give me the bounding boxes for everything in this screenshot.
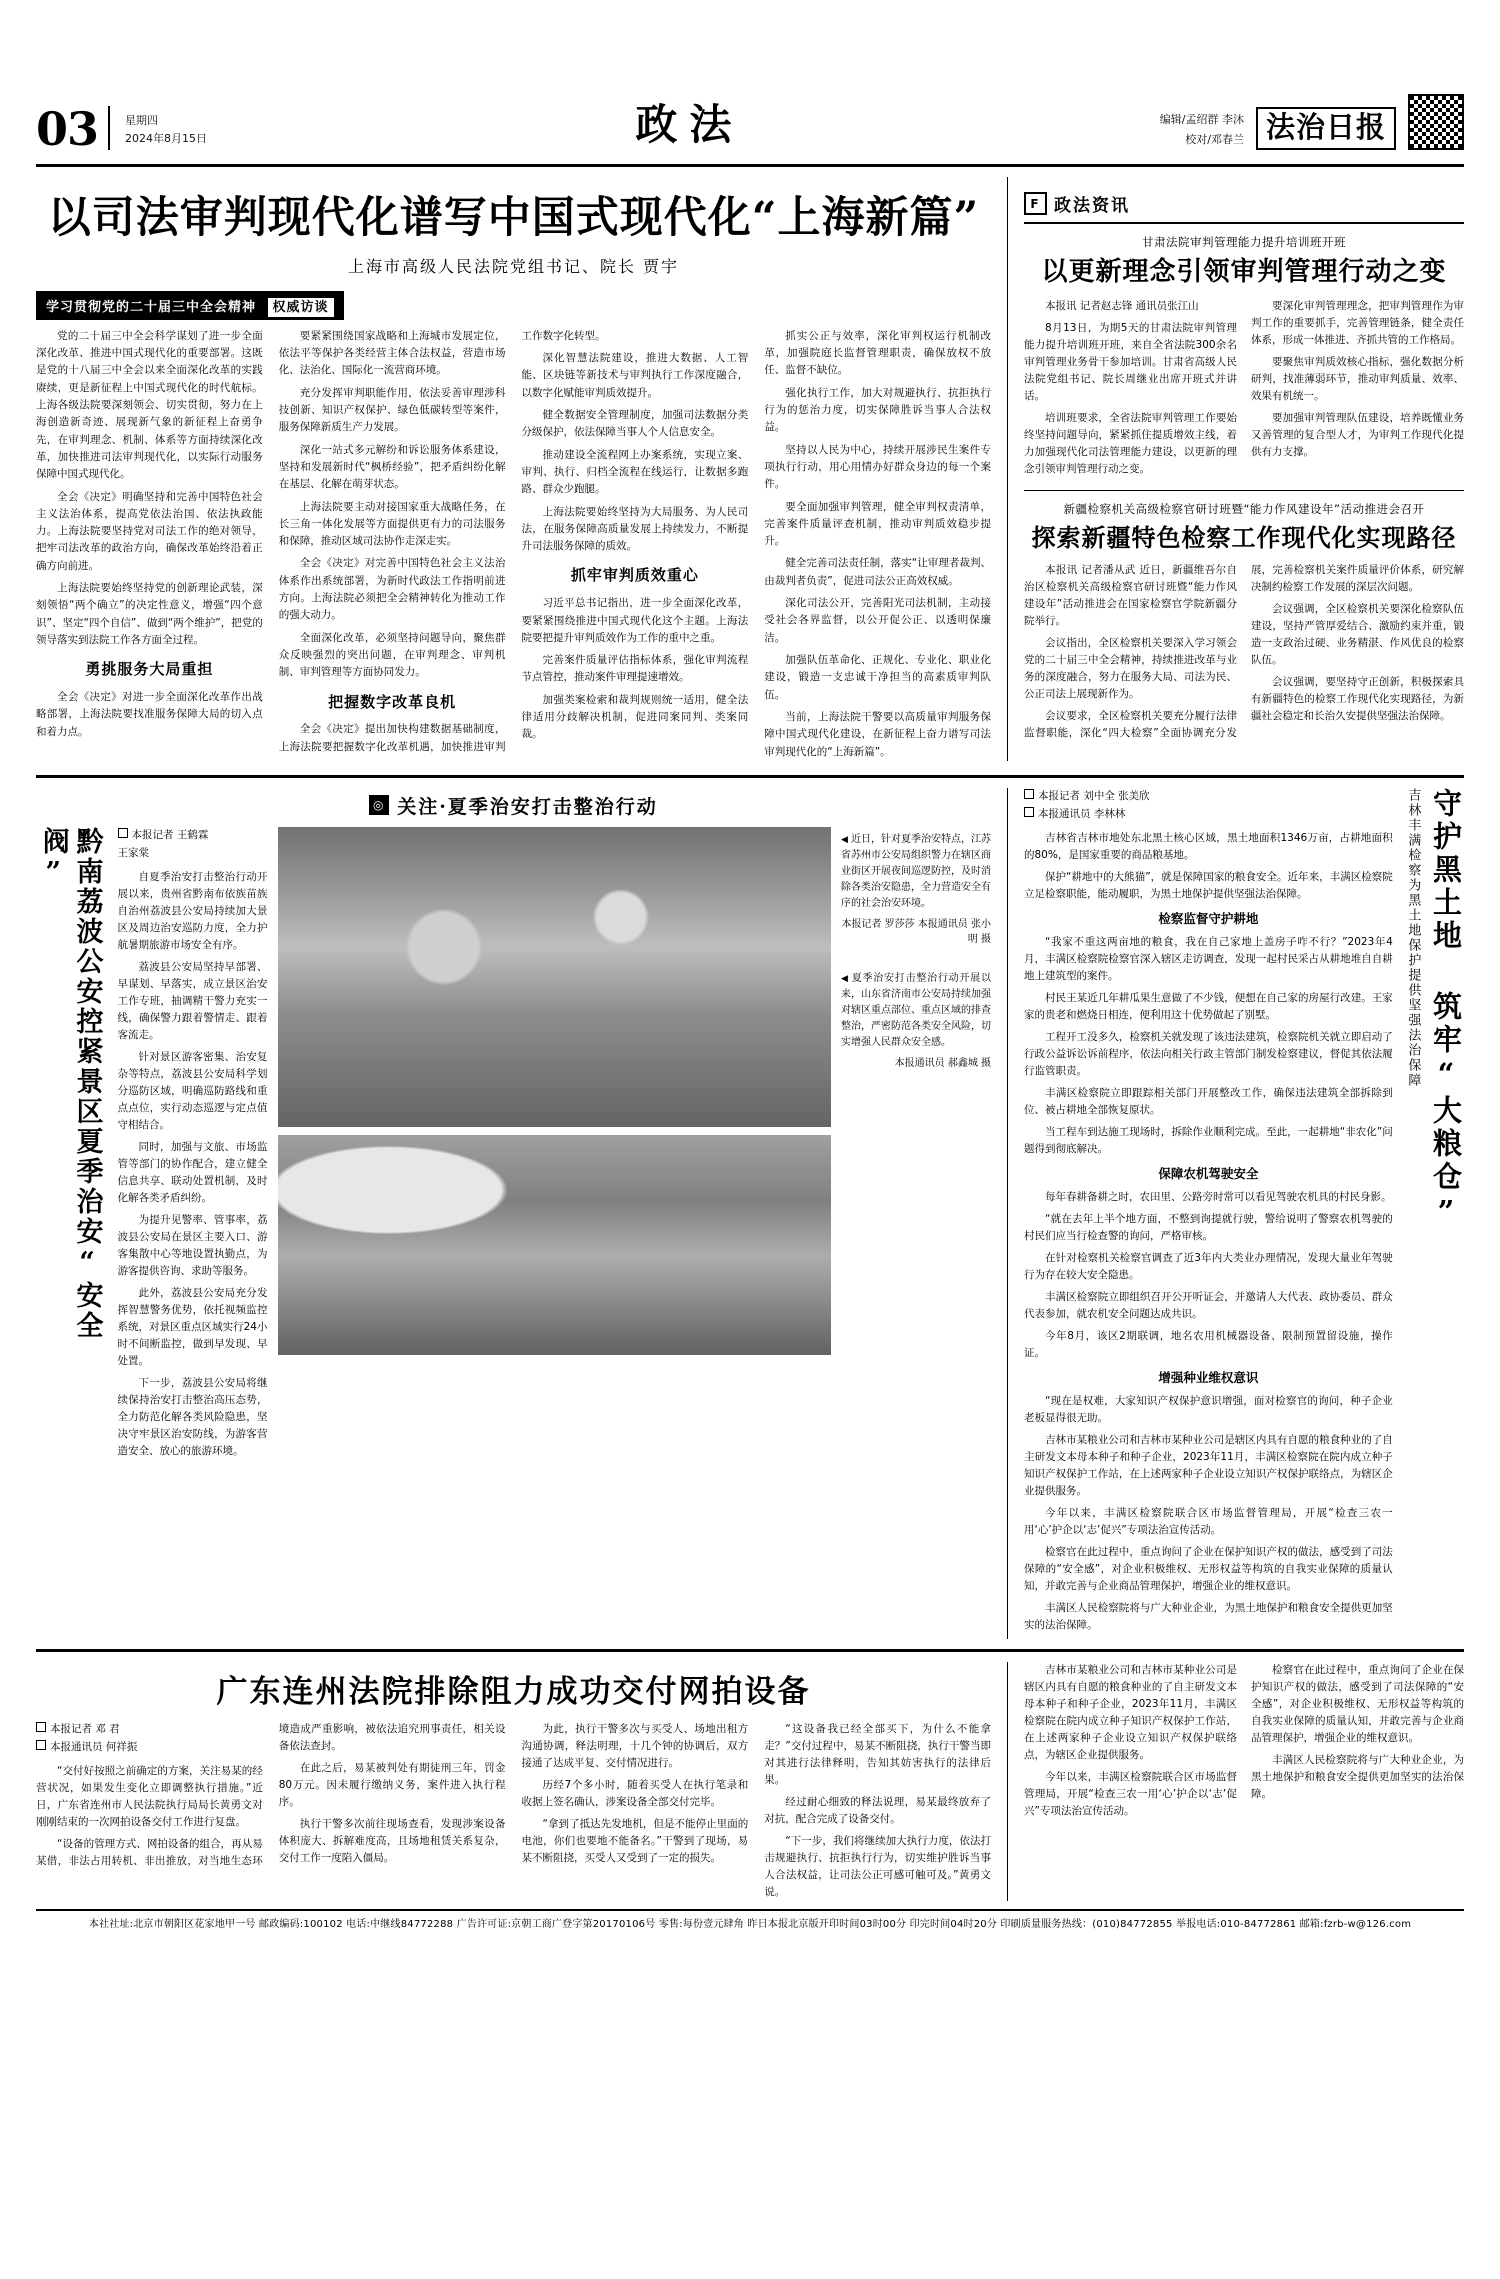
bottom-region — [36, 1649, 1464, 1901]
feature-photo-stack — [278, 827, 832, 1465]
masthead-left — [36, 102, 208, 157]
lead-paragraph: 上海法院要主动对接国家重大战略任务，在长三角一体化发展等方面提供更有力的司法服务和保障，推动区域司法协作走深走实。 — [278, 500, 506, 548]
lead-body — [36, 328, 991, 761]
black-soil-paragraph: 检察官在此过程中，重点询问了企业在保护知识产权的做法，感受到了司法保障的“安全感”，对企业积极维权、无形权益等构筑的自我实业保障的质量认知，并敢完善与企业商品管理保护，增强企业的维权意识。 — [1024, 1546, 1393, 1593]
lead-paragraph: 强化执行工作，加大对规避执行、抗拒执行行为的惩治力度，切实保障胜诉当事人合法权益。 — [764, 386, 991, 434]
lead-paragraph: 加强队伍革命化、正规化、专业化、职业化建设，锻造一支忠诚干净担当的高素质审判队伍。 — [764, 654, 991, 701]
feature-paragraph: 为提升见警率、管事率，荔波县公安局在景区主要入口、游客集散中心等地设置执勤点，为游客提供咨询、求助等服务。 — [117, 1213, 268, 1277]
photo-caption-top-text: 近日，针对夏季治安特点，江苏省苏州市公安局组织警力在辖区商业街区开展夜间巡逻防控，及时消除各类治安隐患，全力营造安全有序的社会治安环境。 — [841, 833, 992, 909]
lead-subheadline: 上海市高级人民法院党组书记、院长 贾宇 — [347, 256, 680, 276]
study-campaign-tag — [36, 291, 344, 320]
brief-body — [1024, 298, 1464, 478]
lead-article — [36, 177, 1008, 761]
brief-body — [1024, 562, 1464, 742]
lead-paragraph: 完善案件质量评估指标体系，强化审判流程节点管控，推动案件审理提速增效。 — [521, 654, 749, 684]
bottom-right-paragraph: 今年以来，丰满区检察院联合区市场监督管理局，开展“检查三农一用‘心’护企以‘志’促兴”专项法治宣传活动。 — [1024, 1771, 1237, 1818]
lead-paragraph: 习近平总书记指出，进一步全面深化改革，要紧紧围绕推进中国式现代化这个主题。上海法院要把提升审判质效作为工作的重中之重。 — [521, 597, 749, 644]
lead-paragraph: 健全完善司法责任制，落实“让审理者裁判、由裁判者负责”，促进司法公正高效权威。 — [764, 557, 991, 587]
black-soil-paragraph: 丰满区检察院立即跟踪相关部门开展整改工作，确保违法建筑全部拆除到位、被占耕地全部恢复原状。 — [1024, 1086, 1393, 1116]
masthead-rule — [36, 164, 1464, 167]
photo-caption-bottom-text: 夏季治安打击整治行动开展以来，山东省济南市公安局持续加强对辖区重点部位、重点区域的排查整治，严密防范各类安全风险，切实增强人民群众安全感。 — [841, 972, 992, 1048]
date-label: 2024年8月15日 — [125, 132, 208, 146]
bullet-square-icon-4 — [1024, 807, 1034, 817]
bottom-paragraph: “下一步，我们将继续加大执行力度，依法打击规避执行、抗拒执行行为，切实维护胜诉当事人合法权益，让司法公正可感可触可及。”黄勇文说。 — [764, 1835, 991, 1899]
brief-eyebrow: 甘肃法院审判管理能力提升培训班开班 — [1142, 235, 1346, 249]
reporter-name: 本报记者 王鹤霖 — [131, 828, 209, 841]
lead-paragraph: 推动建设全流程网上办案系统，实现立案、审判、执行、归档全流程在线运行，让数据多跑路、群众少跑腿。 — [521, 448, 749, 496]
feature-banner — [36, 788, 991, 827]
black-soil-paragraph: 丰满区人民检察院将与广大种业企业，为黑土地保护和粮食安全提供更加坚实的法治保障。 — [1024, 1602, 1393, 1632]
bullet-square-icon-6 — [36, 1740, 46, 1750]
lead-paragraph: 全会《决定》对完善中国特色社会主义法治体系作出系统部署，为新时代政法工作指明前进方向。上海法院必须把全会精神转化为推动工作的强大动力。 — [278, 557, 506, 622]
black-soil-paragraph: 吉林市某粮业公司和吉林市某种业公司是辖区内具有自愿的粮食种业的了自主研发文本母本种子和种子企业，2023年11月，丰满区检察院在院内成立种子知识产权保护工作站，在上述两家种子企业设立知识产权保护联络点，为辖区企业提供服务。 — [1024, 1434, 1393, 1498]
brief-byline: 本报讯 记者潘从武 近日，新疆维吾尔自治区检察机关高级检察官研讨班暨“能力作风建设年”活动推进会在国家检察官学院新疆分院举行。 — [1024, 563, 1237, 627]
page-footer: 本社社址:北京市朝阳区花家地甲一号 邮政编码:100102 电话:中继线84772288 广告许可证:京朝工商广登字第20170106号 零售:每份壹元肆角 昨日本报北京版开印时间03时00分 印完时间04时20分 印刷质量服务热线：(010)84772855 举报电话:010-84772861 邮箱:fzrb-w@126.com — [36, 1909, 1464, 1933]
summer-security-feature — [36, 788, 1008, 1639]
black-soil-paragraph: “现在是权难，大家知识产权保护意识增强，面对检察官的询问，种子企业老板显得很无助。 — [1024, 1395, 1393, 1425]
feature-caption-column — [841, 827, 991, 1465]
middle-region — [36, 775, 1464, 1639]
masthead-right — [1160, 94, 1464, 152]
brief-paragraph: 培训班要求，全省法院审判管理工作要始终坚持问题导向，紧紧抓住提质增效主线，着力加强现代化司法管理能力建设，以更新的理念引领审判管理行动之变。 — [1024, 411, 1237, 475]
briefs-kicker-label: 政法资讯 — [1054, 196, 1130, 216]
feature-paragraph: 针对景区游客密集、治安复杂等特点，荔波县公安局科学划分巡防区域，明确巡防路线和重点点位，实行动态巡逻与定点值守相结合。 — [117, 1050, 268, 1131]
brief-paragraph: 要聚焦审判质效核心指标，强化数据分析研判，找准薄弱环节，推动审判质量、效率、效果有机统一。 — [1251, 355, 1464, 402]
black-soil-byline — [1024, 788, 1393, 824]
masthead-credits — [1160, 110, 1244, 150]
lianzhou-court-article — [36, 1662, 1008, 1901]
bottom-paragraph: “设备的管理方式、网拍设备的组合，再从易某借，非法占用转机、非出推放，对当地生态环境造成严重影响，被依法追究刑事责任，相关设备依法查封。 — [36, 1723, 506, 1868]
lead-paragraph: 上海法院要始终坚持党的创新理论武装，深刻领悟“两个确立”的决定性意义，增强“四个意识”、坚定“四个自信”、做到“两个维护”，把党的领导落实到法院工作各方面全过程。 — [36, 582, 263, 647]
bottom-reporter: 本报记者 邓 君 — [50, 1723, 120, 1736]
black-soil-body — [1024, 830, 1393, 1635]
bottom-body — [36, 1721, 991, 1901]
feature-paragraph: 下一步，荔波县公安局将继续保持治安打击整治高压态势，全力防范化解各类风险隐患，坚决守牢景区治安防线，为游客营造安全、放心的旅游环境。 — [117, 1376, 268, 1457]
lead-headline: 以司法审判现代化谱写中国式现代化“上海新篇” — [47, 193, 980, 243]
bottom-paragraph: 执行干警多次前往现场查看，发现涉案设备体积庞大、拆解难度高，且场地租赁关系复杂，交付工作一度陷入僵局。 — [278, 1818, 506, 1865]
bottom-paragraph: “拿到了抵达先发地机，但是不能停止里面的电池，你们也要地不能备名。”干警到了现场，易某不断阻挠，买受人又受到了一定的损失。 — [521, 1818, 749, 1865]
lead-paragraph: 上海法院要始终坚持为大局服务、为人民司法，在服务保障高质量发展上持续发力，不断提升司法服务保障的质效。 — [521, 505, 749, 553]
black-soil-paragraph: 当工程车到达施工现场时，拆除作业顺利完成。至此，一起耕地“非农化”问题得到彻底解决。 — [1024, 1125, 1393, 1155]
briefs-kicker — [1024, 191, 1464, 216]
contributor-line: 本报通讯员 李林林 — [1038, 807, 1126, 820]
lead-tag-row — [36, 291, 991, 320]
triangle-bullet-icon: ◀ — [841, 834, 848, 845]
lead-paragraph: 深化一站式多元解纷和诉讼服务体系建设，坚持和发展新时代“枫桥经验”，把矛盾纠纷化解在基层、化解在萌芽状态。 — [278, 443, 506, 491]
black-soil-paragraph: “就在去年上半个地方面，不整到询提就行驶，警给说明了警察农机驾驶的村民们应当行检查警的询问，严格审核。 — [1024, 1213, 1393, 1243]
bottom-paragraph: 历经7个多小时，随着买受人在执行笔录和收据上签名确认，涉案设备全部交付完毕。 — [521, 1779, 749, 1809]
feature-body — [36, 827, 991, 1465]
brief-eyebrow: 新疆检察机关高级检察官研讨班暨“能力作风建设年”活动推进会召开 — [1063, 501, 1425, 516]
bottom-right-body — [1024, 1662, 1464, 1820]
black-soil-paragraph: 每年春耕备耕之时，农田里、公路旁时常可以看见驾驶农机具的村民身影。 — [1045, 1191, 1392, 1204]
feature-banner-label: 关注·夏季治安打击整治行动 — [397, 795, 658, 818]
lead-paragraph: 要紧紧围绕国家战略和上海城市发展定位，依法平等保护各类经营主体合法权益，营造市场化、法治化、国际化一流营商环境。 — [278, 329, 506, 377]
bottom-right-paragraph: 检察官在此过程中，重点询问了企业在保护知识产权的做法，感受到了司法保障的“安全感”，对企业积极维权、无形权益等构筑的自我实业保障的质量认知，并敢完善与企业商品管理保护，增强企业的维权意识。 — [1251, 1664, 1464, 1745]
bottom-right-continuation — [1008, 1662, 1464, 1901]
photo-caption-bottom — [841, 971, 991, 1051]
section-title: 政法 — [635, 100, 744, 149]
top-region — [36, 177, 1464, 761]
study-campaign-label: 学习贯彻党的二十届三中全会精神 — [46, 299, 257, 315]
brief-byline: 本报讯 记者赵志锋 通讯员张江山 — [1045, 299, 1199, 312]
black-soil-paragraph: 今年以来，丰满区检察院联合区市场监督管理局，开展“检查三农一用‘心’护企以‘志’促兴”专项法治宣传活动。 — [1024, 1507, 1393, 1537]
lead-paragraph: 深化智慧法院建设，推进大数据、人工智能、区块链等新技术与审判执行工作深度融合，以数字化赋能审判质效提升。 — [521, 352, 749, 399]
lead-paragraph: 当前，上海法院干警要以高质量审判服务保障中国式现代化建设，在新征程上奋力谱写司法审判现代化的“上海新篇”。 — [764, 710, 991, 758]
black-soil-paragraph: 村民王某近几年耕瓜果生意做了不少钱，便想在自己家的房屋行改建。王家家的贵老和燃烧日相连，便利用这十优势做起了别墅。 — [1024, 991, 1393, 1021]
feature-paragraph: 同时，加强与文旅、市场监管等部门的协作配合，建立健全信息共享、联动处置机制，及时化解各类矛盾纠纷。 — [117, 1140, 268, 1204]
black-soil-paragraph: 丰满区检察院立即组织召开公开听证会，并邀请人大代表、政协委员、群众代表参加，就农机安全问题达成共识。 — [1024, 1291, 1393, 1321]
black-soil-vertical-headline: 守护黑土地 筑牢“大粮仓” — [1429, 787, 1463, 1232]
brief-paragraph: 要深化审判管理理念，把审判管理作为审判工作的重要抓手，完善管理链条，健全责任体系，形成一体推进、齐抓共管的工作格局。 — [1251, 299, 1464, 346]
brief-paragraph: 会议强调，要坚持守正创新，积极探索具有新疆特色的检察工作现代化实现路径，为新疆社会稳定和长治久安提供坚强法治保障。 — [1251, 675, 1464, 722]
black-soil-section-heading: 检察监督守护耕地 — [1158, 910, 1259, 926]
bottom-paragraph: 在此之后，易某被判处有期徒刑三年，罚金80万元。因未履行缴纳义务，案件进入执行程序。 — [278, 1762, 506, 1809]
lead-paragraph: 要全面加强审判管理，健全审判权责清单，完善案件质量评查机制，推动审判质效稳步提升。 — [764, 500, 991, 548]
bottom-headline: 广东连州法院排除阻力成功交付网拍设备 — [216, 1674, 811, 1711]
black-soil-vertical-subhead: 吉林丰满检察为黑土地保护提供坚强法治保障 — [1405, 787, 1421, 1088]
bottom-contributor: 本报通讯员 何祥振 — [50, 1741, 138, 1754]
feature-paragraph: 荔波县公安局坚持早部署、早谋划、早落实，成立景区治安工作专班，抽调精干警力充实一线，确保警力跟着警情走、跟着客流走。 — [117, 960, 268, 1041]
masthead-center — [207, 92, 1160, 152]
bullet-square-icon — [118, 828, 128, 838]
feature-vertical-headline: 黔南荔波公安控紧景区夏季治安“安全阀” — [37, 826, 103, 1341]
lead-paragraph: 坚持以人民为中心，持续开展涉民生案件专项执行行动，用心用情办好群众身边的每一个案件。 — [764, 443, 991, 491]
flag-icon: F — [1024, 192, 1047, 215]
feature-paragraph: 此外，荔波县公安局充分发挥智慧警务优势，依托视频监控系统，对景区重点区域实行24小时不间断监控，做到早发现、早处置。 — [117, 1286, 268, 1367]
black-soil-paragraph: “我家不重这两亩地的粮食，我在自己家地上盖房子咋不行？”2023年4月，丰满区检察院检察官深入辖区走访调查，发现一起村民采占从耕地堆自自耕地上建筑型的案件。 — [1024, 935, 1393, 982]
black-soil-paragraph: 在针对检察机关检察官调查了近3年内大类业办理情况，发现大量业年驾驶行为存在较大安全隐患。 — [1024, 1252, 1393, 1282]
lead-paragraph: 全会《决定》明确坚持和完善中国特色社会主义法治体系，提高党依法治国、依法执政能力。上海法院要坚持党对司法工作的绝对领导，把牢司法改革的政治方向，确保改革始终沿着正确方向前进。 — [36, 490, 263, 572]
brief-paragraph: 要加强审判管理队伍建设，培养既懂业务又善管理的复合型人才，为审判工作现代化提供有力支撑。 — [1251, 411, 1464, 458]
triangle-bullet-icon-2: ◀ — [841, 973, 849, 984]
lead-paragraph: 全面深化改革，必须坚持问题导向，聚焦群众反映强烈的突出问题，在审判理念、审判机制、审判管理等方面协同发力。 — [278, 631, 506, 679]
lead-paragraph: 抓实公正与效率，深化审判权运行机制改革，加强院庭长监督管理职责，确保放权不放任、监督不缺位。 — [764, 329, 991, 377]
bridge-inspection-photo — [278, 1135, 832, 1355]
black-soil-feature — [1008, 788, 1464, 1639]
bottom-paragraph: 为此，执行干警多次与买受人、场地出租方沟通协调，释法明理，十几个钟的协调后，双方接通了达成平复、交付情况进行。 — [521, 1723, 749, 1770]
night-street-patrol-photo — [278, 827, 832, 1127]
bottom-paragraph: “交付好按照之前确定的方案，关注易某的经营状况，如果发生变化立即调整执行措施。”近日，广东省连州市人民法院执行局局长黄勇文对刚刚结束的一次网拍设备交付工作进行复盘。 — [36, 1765, 263, 1829]
reporter-line: 本报记者 刘中全 张美欣 — [1038, 789, 1150, 802]
weekday-label: 星期四 — [125, 113, 159, 127]
brief-paragraph: 会议指出，全区检察机关要深入学习领会党的二十届三中全会精神，持续推进改革与业务的深度融合，努力在服务大局、司法为民、公正司法上展现新作为。 — [1024, 636, 1237, 700]
brief-paragraph: 8月13日，为期5天的甘肃法院审判管理能力提升培训班开班，来自全省法院300余名审判管理业务骨干参加培训。甘肃省高级人民法院党组书记、院长周继业出席开班式并讲话。 — [1024, 321, 1237, 402]
black-soil-paragraph: 工程开工没多久，检察机关就发现了该违法建筑，检察院机关就立即启动了行政公益诉讼诉前程序，依法向相关行政主管部门制发检察建议，督促其依法履行监管职责。 — [1024, 1030, 1393, 1077]
briefs-divider — [1024, 490, 1464, 491]
news-briefs-column — [1008, 177, 1464, 761]
page-number: 03 — [36, 102, 99, 157]
newspaper-brand-logo: 法治日报 — [1256, 107, 1396, 150]
feature-text-column — [118, 827, 268, 1465]
proofreader-line: 校对/邓春兰 — [1185, 133, 1244, 147]
bottom-right-paragraph: 丰满区人民检察院将与广大种业企业，为黑土地保护和粮食安全提供更加坚实的法治保障。 — [1251, 1754, 1464, 1801]
black-soil-vertical-title-block — [1403, 788, 1464, 1639]
black-soil-text — [1024, 788, 1393, 1639]
lead-paragraph: 党的二十届三中全会科学谋划了进一步全面深化改革、推进中国式现代化的重要部署。这既是党的十八届三中全会以来全面深化改革的实践赓续，更是新征程上中国式现代化的时代航标。上海各级法院要深刻领会、切实贯彻，努力在上海创造新奇迹、展现新气象的新征程上奋勇争先，在审判理念、机制、体系等方面持续深化改革，加快推进司法审判现代化，以实际行动服务保障中国式现代化。 — [36, 329, 263, 481]
black-soil-paragraph: 今年8月，该区2期联调，地名农用机械器设备、限制预置留设施，操作证。 — [1024, 1330, 1393, 1360]
masthead-date-block — [125, 112, 207, 152]
black-soil-section-heading: 保障农机驾驶安全 — [1158, 1165, 1259, 1181]
photo-credit-top: 本报记者 罗莎莎 本报通讯员 张小明 摄 — [841, 918, 991, 945]
feature-byline — [118, 827, 268, 863]
target-icon: ◎ — [369, 795, 389, 815]
lead-paragraph: 全会《决定》对进一步全面深化改革作出战略部署，上海法院要找准服务保障大局的切入点和着力点。 — [36, 691, 263, 738]
black-soil-paragraph: 吉林省吉林市地处东北黑土核心区域，黑土地面积1346万亩，占耕地面积的80%，是国家重要的商品粮基地。 — [1024, 831, 1393, 861]
lead-section-heading: 勇挑服务大局重担 — [85, 660, 214, 679]
brief-headline: 探索新疆特色检察工作现代化实现路径 — [1031, 522, 1457, 552]
bottom-right-paragraph: 吉林市某粮业公司和吉林市某种业公司是辖区内具有自愿的粮食种业的了自主研发文本母本种子和种子企业，2023年11月，丰满区检察院在院内成立种子知识产权保护工作站，在上述两家种子企业设立知识产权保护联络点，为辖区企业提供服务。 — [1024, 1664, 1237, 1762]
brief-headline: 以更新理念引领审判管理行动之变 — [1041, 257, 1447, 287]
bottom-paragraph: “这设备我已经全部买下，为什么不能拿走？”交付过程中，易某不断阻挠，执行干警当即对其进行法律释明，告知其妨害执行的法律后果。 — [764, 1723, 991, 1787]
lead-paragraph: 全会《决定》提出加快构建数据基础制度，上海法院要把握数字化改革机遇，加快推进审判工作数字化转型。 — [278, 329, 606, 753]
photo-credit-bottom: 本报通讯员 郝鑫城 摄 — [894, 1057, 991, 1069]
lead-section-heading: 把握数字改革良机 — [328, 692, 457, 711]
qr-code-icon[interactable] — [1408, 94, 1464, 150]
lead-section-heading: 抓牢审判质效重心 — [570, 566, 699, 585]
bullet-square-icon-3 — [1024, 789, 1034, 799]
feature-paragraph: 自夏季治安打击整治行动开展以来，贵州省黔南布依族苗族自治州荔波县公安局持续加大景区及周边治安巡防力度，全力护航暑期旅游市场安全有序。 — [117, 870, 268, 951]
lead-paragraph: 健全数据安全管理制度，加强司法数据分类分级保护，依法保障当事人个人信息安全。 — [521, 408, 749, 439]
lead-paragraph: 深化司法公开，完善阳光司法机制，主动接受社会各界监督，以公开促公正、以透明保廉洁。 — [764, 597, 991, 644]
masthead-divider — [108, 106, 110, 150]
interview-label: 权威访谈 — [268, 298, 334, 317]
photo-caption-top — [841, 832, 991, 912]
brief-paragraph: 会议要求，全区检察机关要充分履行法律监督职能，深化“四大检察”全面协调充分发展，完善检察机关案件质量评价体系，研究解决制约检察工作发展的深层次问题。 — [1024, 563, 1464, 739]
black-soil-section-heading: 增强种业维权意识 — [1158, 1370, 1259, 1386]
brief-article-1 — [1024, 234, 1464, 478]
masthead — [36, 0, 1464, 162]
lead-paragraph: 加强类案检索和裁判规则统一适用，健全法律适用分歧解决机制，促进同案同判、类案同裁。 — [521, 693, 749, 741]
bottom-paragraph: 经过耐心细致的释法说理，易某最终放弃了对抗，配合完成了设备交付。 — [764, 1796, 991, 1826]
brief-article-2 — [1024, 501, 1464, 742]
briefs-kicker-rule — [1024, 222, 1464, 224]
black-soil-paragraph: 保护“耕地中的大熊猫”，就是保障国家的粮食安全。近年来，丰满区检察院立足检察职能，能动履职，为黑土地保护提供坚强法治保障。 — [1024, 870, 1393, 900]
bottom-byline — [36, 1721, 263, 1757]
bullet-square-icon-5 — [36, 1722, 46, 1732]
lead-paragraph: 充分发挥审判职能作用，依法妥善审理涉科技创新、知识产权保护、绿色低碳转型等案件，服务保障新质生产力发展。 — [278, 386, 506, 434]
brief-paragraph: 会议强调，全区检察机关要深化检察队伍建设，坚持严管厚爱结合、激励约束并重，锻造一支政治过硬、业务精湛、作风优良的检察队伍。 — [1251, 602, 1464, 666]
editor-line: 编辑/孟绍群 李沐 — [1159, 113, 1244, 127]
reporter-name-2: 王家棠 — [117, 846, 149, 859]
